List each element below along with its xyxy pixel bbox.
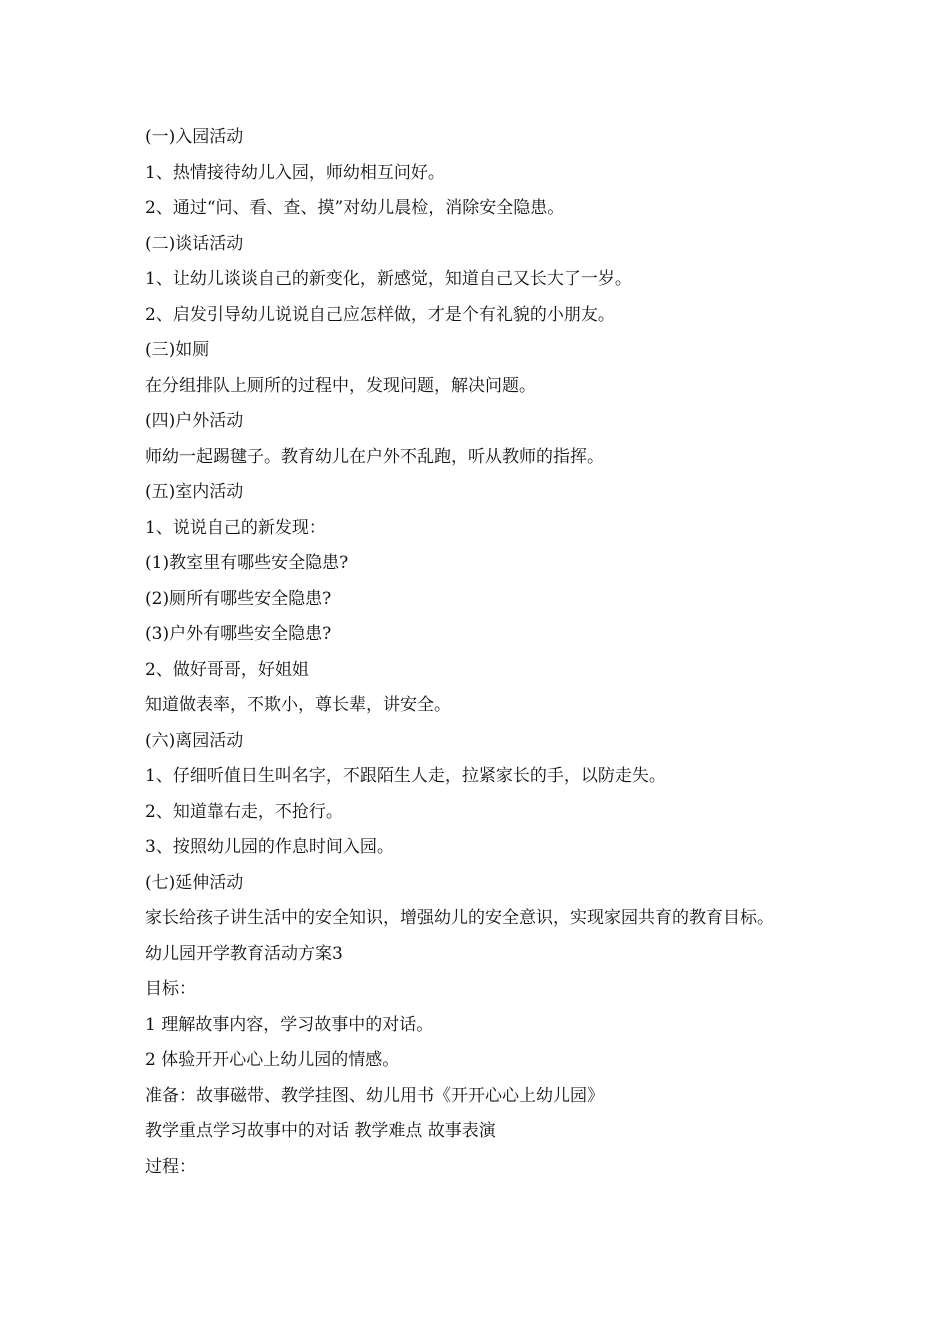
paragraph: 在分组排队上厕所的过程中，发现问题，解决问题。 — [145, 375, 536, 396]
paragraph: 3、按照幼儿园的作息时间入园。 — [145, 837, 394, 857]
section-heading-talk: (二)谈话活动 — [145, 233, 244, 254]
paragraph: 1、仔细听值日生叫名字，不跟陌生人走，拉紧家长的手，以防走失。 — [145, 766, 666, 786]
section-heading-toilet: (三)如厕 — [145, 340, 210, 360]
section-heading-outdoor: (四)户外活动 — [145, 411, 244, 431]
list-item: 1 理解故事内容，学习故事中的对话。 — [145, 1014, 434, 1035]
paragraph: 教学重点学习故事中的对话 教学难点 故事表演 — [145, 1121, 496, 1141]
paragraph: 2、做好哥哥，好姐姐 — [145, 659, 309, 680]
paragraph: 知道做表率，不欺小，尊长辈，讲安全。 — [145, 695, 451, 715]
list-item: (2)厕所有哪些安全隐患? — [145, 588, 332, 609]
section-heading-indoor: (五)室内活动 — [145, 482, 244, 502]
section-heading-entry: (一)入园活动 — [145, 127, 244, 147]
paragraph: 过程： — [145, 1156, 196, 1177]
paragraph: 准备：故事磁带、教学挂图、幼儿用书《开开心心上幼儿园》 — [145, 1085, 604, 1106]
section-heading-leave: (六)离园活动 — [145, 730, 244, 751]
section-heading-extension: (七)延伸活动 — [145, 872, 244, 893]
paragraph: 1、热情接待幼儿入园，师幼相互问好。 — [145, 162, 445, 183]
list-item: 2 体验开开心心上幼儿园的情感。 — [145, 1050, 400, 1070]
paragraph: 家长给孩子讲生活中的安全知识，增强幼儿的安全意识，实现家园共育的教育目标。 — [145, 908, 774, 928]
paragraph: 目标： — [145, 979, 196, 999]
list-item: (3)户外有哪些安全隐患? — [145, 624, 332, 644]
list-item: (1)教室里有哪些安全隐患? — [145, 553, 349, 573]
paragraph: 2、通过“问、看、查、摸”对幼儿晨检，消除安全隐患。 — [145, 198, 565, 218]
paragraph: 2、启发引导幼儿说说自己应怎样做，才是个有礼貌的小朋友。 — [145, 304, 615, 325]
paragraph: 2、知道靠右走，不抢行。 — [145, 801, 343, 822]
plan-title: 幼儿园开学教育活动方案3 — [145, 943, 343, 964]
paragraph: 1、说说自己的新发现： — [145, 517, 326, 538]
paragraph: 1、让幼儿谈谈自己的新变化，新感觉，知道自己又长大了一岁。 — [145, 269, 632, 289]
paragraph: 师幼一起踢毽子。教育幼儿在户外不乱跑，听从教师的指挥。 — [145, 446, 604, 467]
document-body — [145, 120, 815, 1185]
